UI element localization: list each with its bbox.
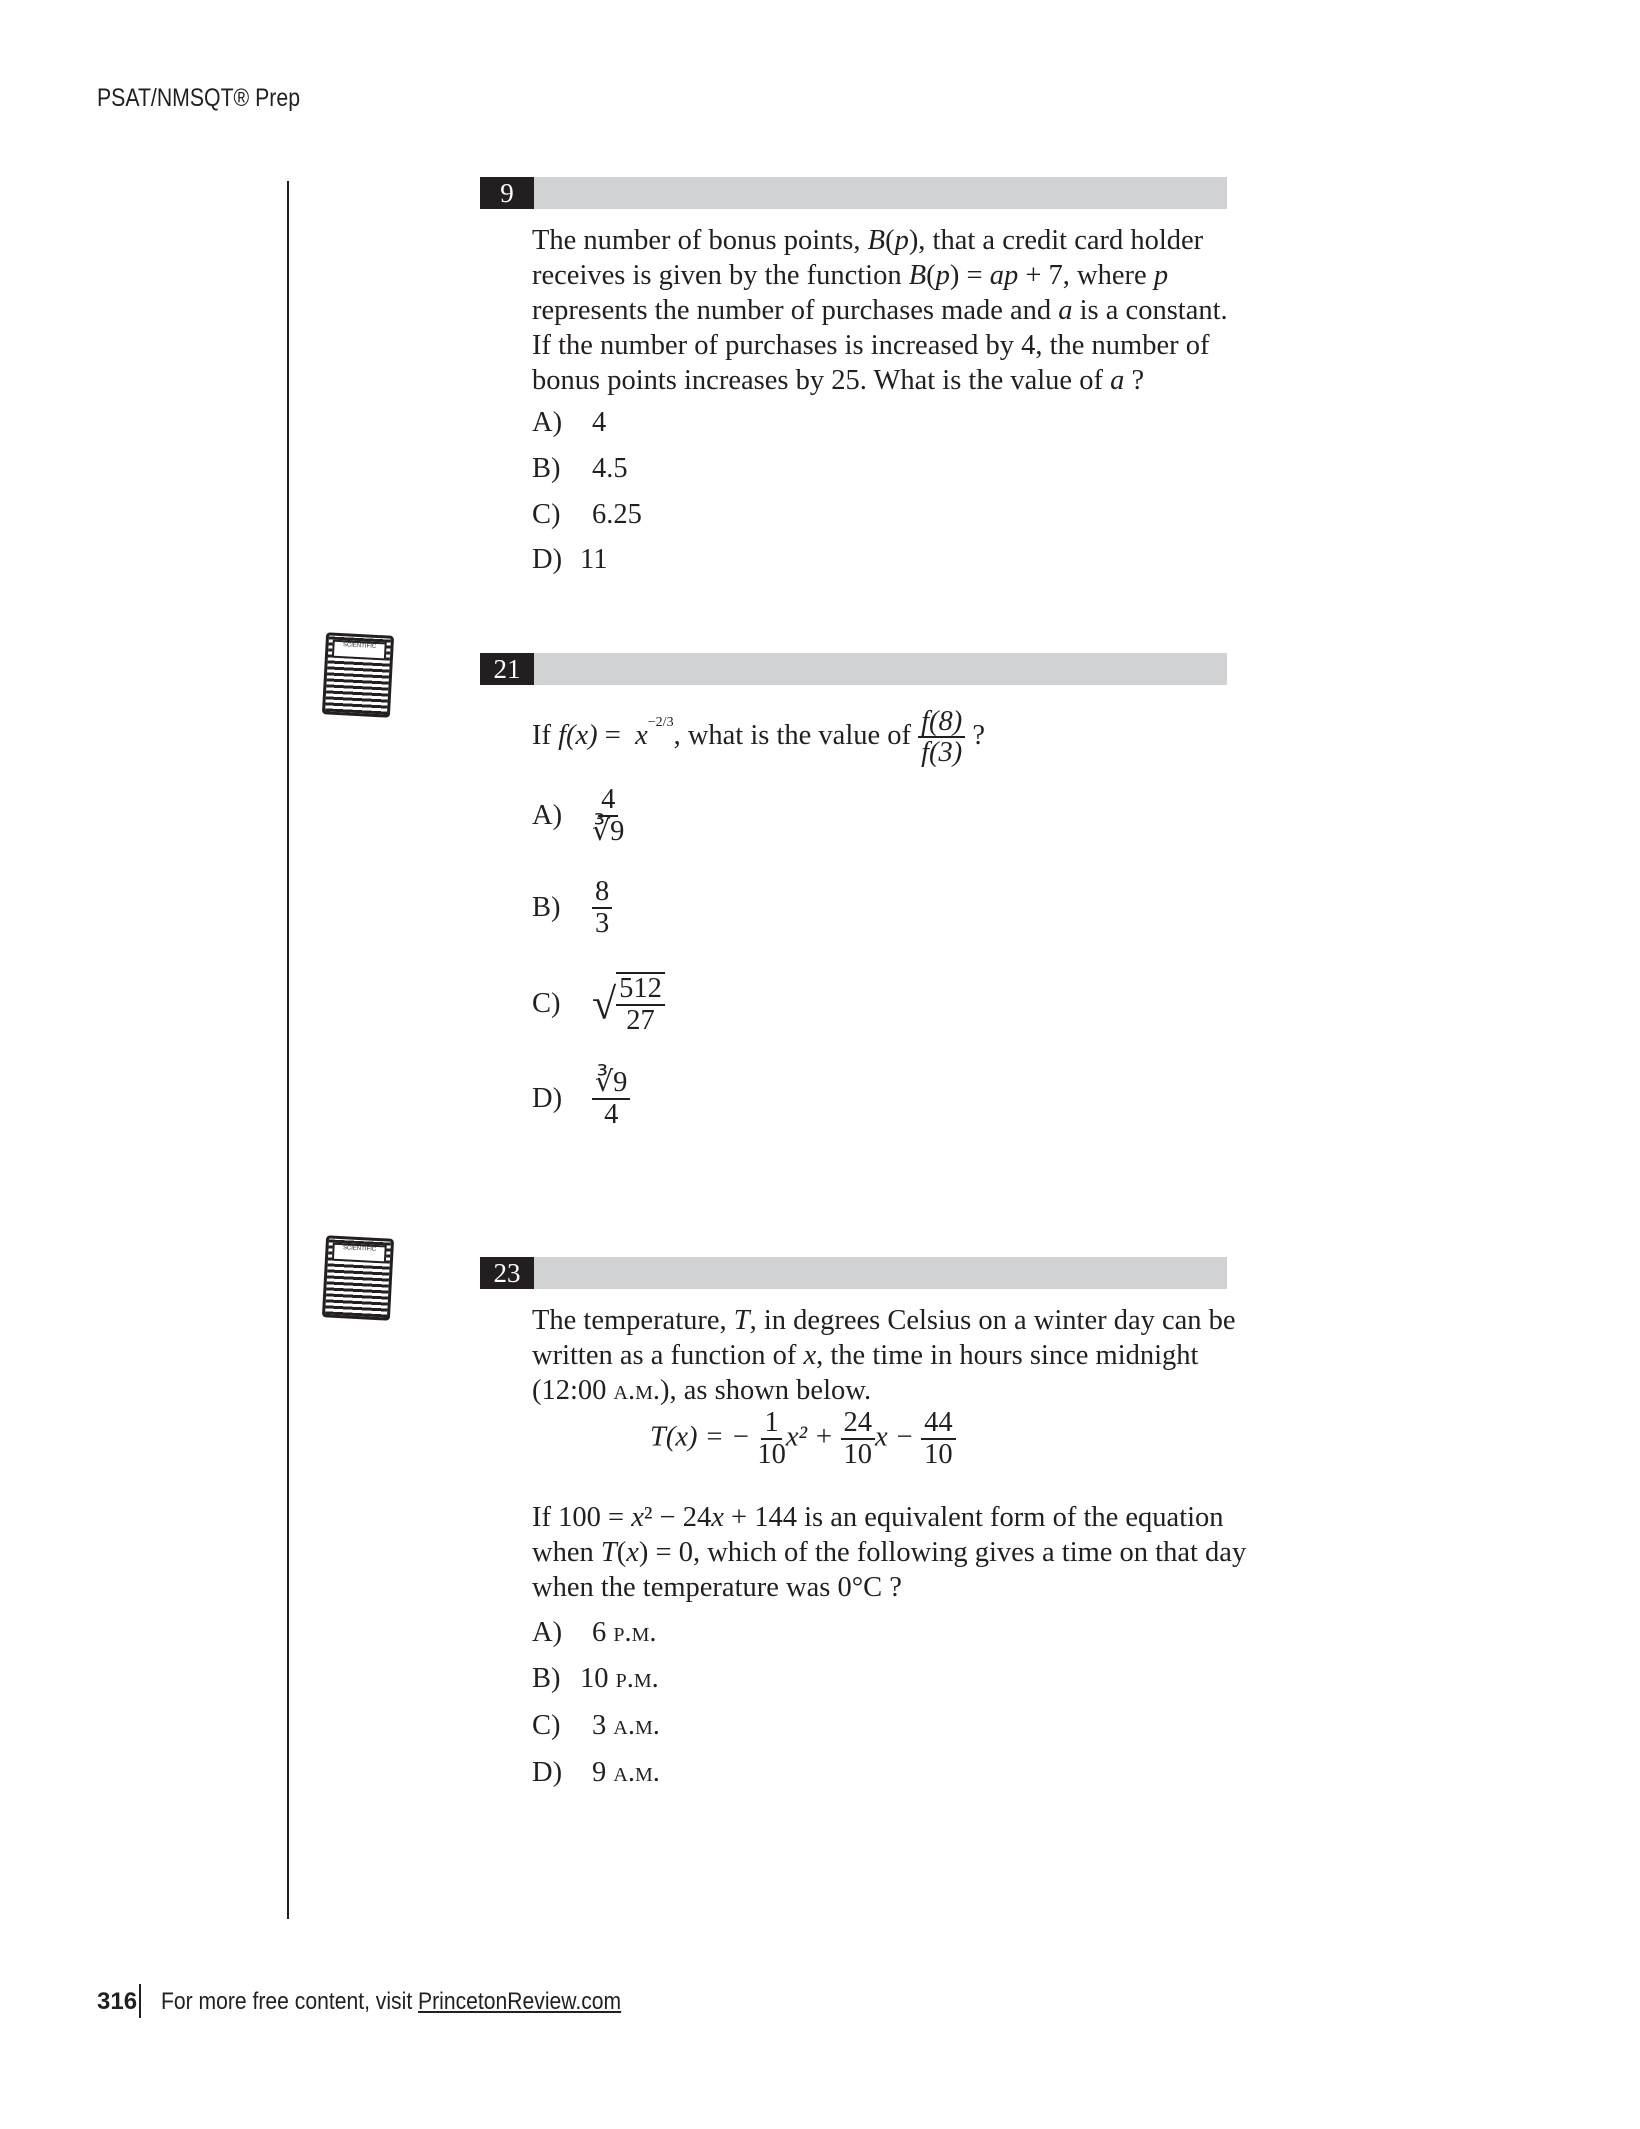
margin-rule (287, 181, 289, 1919)
question-21-bar (480, 653, 1227, 685)
footer-text (161, 1988, 621, 2016)
t: is a constant. If the number of purchases is increased by 4, the number of bonus points increases by 25. What is the value of (532, 295, 1228, 396)
option-label: C) (532, 987, 561, 1019)
calc-label: SCIENTIFIC (332, 640, 387, 661)
denominator: 10 (924, 1438, 953, 1470)
t: x − (875, 1421, 915, 1453)
numerator: 512 (616, 974, 665, 1006)
t: The temperature, (532, 1305, 734, 1336)
option-value: 11 (580, 544, 608, 575)
denominator: 10 (757, 1438, 786, 1470)
t: B (867, 225, 886, 256)
t: , in degrees Celsius on a winter day can be written as a function of (532, 1305, 1236, 1371)
option-label: B) (532, 891, 561, 923)
question-23-stem (532, 1303, 1252, 1408)
t: x (631, 1502, 644, 1533)
t: a (1058, 295, 1073, 326)
question-23-stem-2 (532, 1500, 1252, 1605)
option-label: D) (532, 1082, 563, 1114)
calc-label: SCIENTIFIC (332, 1243, 387, 1264)
denominator: 4 (604, 1098, 619, 1130)
t: x (635, 720, 648, 751)
running-header: PSAT/NMSQT® Prep (97, 84, 301, 112)
option-value: 4.5 (592, 453, 628, 484)
denominator: 3 (595, 907, 610, 939)
option-b[interactable] (532, 453, 628, 485)
option-b[interactable] (532, 877, 612, 939)
t: x (626, 1537, 639, 1568)
exponent: −2/3 (647, 715, 674, 730)
t: ² − 24 (643, 1502, 712, 1533)
t: ap (989, 260, 1019, 291)
question-23-bar (480, 1257, 1227, 1289)
equation (650, 1408, 956, 1470)
option-unit: a.m. (613, 1710, 660, 1741)
t: ( (885, 225, 895, 256)
t: , the time in hours since midnight (12:00 (532, 1340, 1199, 1406)
calculator-icon (322, 632, 394, 717)
t: , what is the value of (673, 720, 919, 751)
option-unit: p.m. (613, 1617, 657, 1648)
t: T (733, 1305, 750, 1336)
t: If (532, 720, 559, 751)
t: f(x) (558, 720, 598, 751)
t: p (935, 260, 950, 291)
numerator: 1 (761, 1408, 781, 1440)
option-label: A) (532, 1617, 563, 1648)
t: ( (926, 260, 936, 291)
question-number: 9 (480, 177, 534, 209)
option-value: 4 (592, 407, 607, 438)
question-number: 21 (480, 653, 534, 685)
option-a[interactable] (532, 785, 624, 847)
t: + 144 is an equivalent form of the equation when (532, 1502, 1224, 1568)
option-label: C) (532, 1710, 561, 1741)
option-label: C) (532, 499, 561, 530)
t: represents the number of purchases made and (532, 295, 1059, 326)
denominator: 27 (626, 1004, 655, 1036)
denominator: ∛9 (592, 815, 625, 847)
t: For more free content, visit (161, 1988, 419, 2015)
option-value: 10 (580, 1663, 609, 1694)
t: ? (965, 720, 986, 751)
t: x² + (785, 1421, 834, 1453)
option-label: A) (532, 799, 563, 831)
option-value: 3 (592, 1710, 607, 1741)
sqrt-sign: √ (592, 979, 617, 1029)
t: ( (616, 1537, 627, 1568)
option-d[interactable] (532, 1757, 660, 1789)
question-9-stem (532, 223, 1252, 398)
t: ) = (949, 260, 990, 291)
question-9-bar (480, 177, 1227, 209)
page-number: 316 (97, 1988, 138, 2015)
option-d[interactable] (532, 544, 607, 576)
t: x (711, 1502, 724, 1533)
option-label: B) (532, 1663, 561, 1694)
numerator: 4 (598, 785, 618, 817)
numerator: 24 (841, 1408, 876, 1440)
t: If 100 = (532, 1502, 632, 1533)
option-label: B) (532, 453, 561, 484)
option-d[interactable] (532, 1068, 630, 1130)
t: The number of bonus points, (532, 225, 868, 256)
t: x (803, 1340, 817, 1371)
option-a[interactable] (532, 1617, 657, 1649)
numerator: ∛9 (592, 1068, 630, 1100)
option-unit: a.m. (613, 1757, 660, 1788)
t: T(x) = − (650, 1421, 751, 1453)
option-unit: p.m. (615, 1663, 659, 1694)
option-c[interactable] (532, 972, 665, 1036)
t: p (894, 225, 909, 256)
t: ? (1124, 365, 1145, 396)
option-label: D) (532, 544, 563, 575)
t: = (597, 720, 628, 751)
option-a[interactable] (532, 407, 606, 439)
option-value: 6 (592, 1617, 607, 1648)
denominator: 10 (843, 1438, 873, 1470)
option-c[interactable] (532, 499, 642, 531)
t: B (908, 260, 927, 291)
numerator: 44 (921, 1408, 956, 1440)
footer-divider (139, 1984, 141, 2018)
question-21-stem (532, 705, 1252, 768)
t: p (1153, 260, 1169, 291)
denominator: f(3) (921, 737, 963, 769)
question-number: 23 (480, 1257, 534, 1289)
calculator-icon (322, 1235, 394, 1320)
option-label: A) (532, 407, 563, 438)
princeton-review-link[interactable]: PrincetonReview.com (418, 1988, 622, 2015)
option-label: D) (532, 1757, 563, 1788)
numerator: f(8) (918, 707, 965, 739)
t: ) = 0, which of the following gives a time on that day when the temperature was 0°C ? (532, 1537, 1247, 1603)
numerator: 8 (592, 877, 612, 909)
t: + 7, where (1018, 260, 1154, 291)
option-c[interactable] (532, 1710, 660, 1742)
t: ), that a credit card holder receives is given by the function (532, 225, 1204, 291)
t: T (600, 1537, 617, 1568)
option-value: 9 (592, 1757, 607, 1788)
t: ), as shown below. (660, 1375, 872, 1406)
option-b[interactable] (532, 1663, 659, 1695)
t: a.m. (613, 1375, 661, 1406)
t: a (1110, 365, 1125, 396)
option-value: 6.25 (592, 499, 642, 530)
